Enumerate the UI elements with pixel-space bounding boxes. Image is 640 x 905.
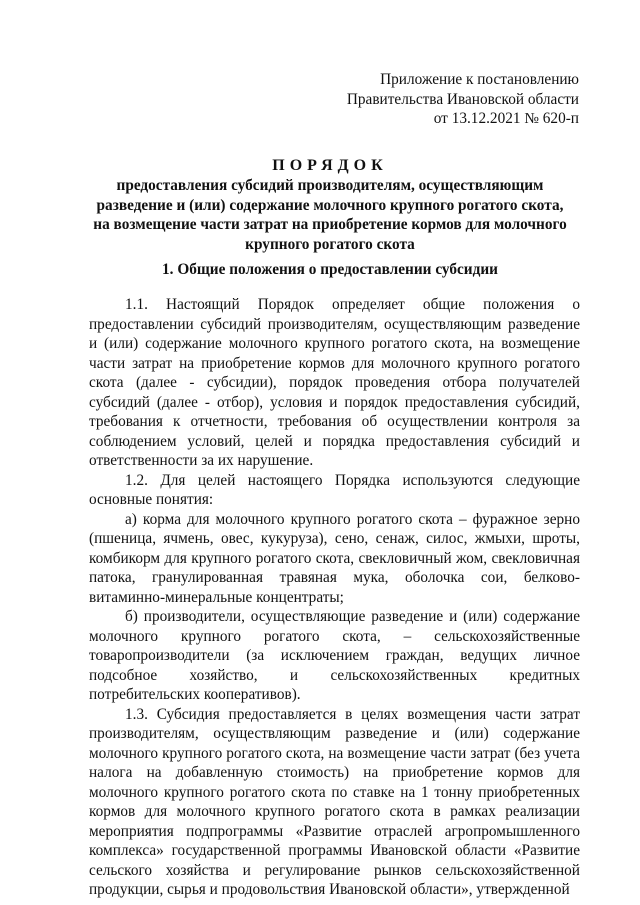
document-title: ПОРЯДОК <box>272 157 388 174</box>
appendix-line-3: от 13.12.2021 № 620-п <box>433 110 579 127</box>
appendix-line-2: Правительства Ивановской области <box>346 90 579 108</box>
document-subtitle-line-3: на возмещение части затрат на приобретение кормов для молочного <box>93 216 567 233</box>
paragraph-1-2: 1.2. Для целей настоящего Порядка используются следующие основные понятия: <box>89 471 580 508</box>
appendix-line-1: Приложение к постановлению <box>380 71 579 88</box>
title-block <box>80 156 580 254</box>
document-subtitle-line-4: крупного рогатого скота <box>245 235 415 253</box>
appendix-note <box>347 70 579 129</box>
section-heading: 1. Общие положения о предоставлении субсидии <box>162 261 498 278</box>
paragraph-item-b: б) производители, осуществляющие разведение и (или) содержание молочного крупного рогатого скота, – сельскохозяйственные товаропроизводители (за исключением граждан, ведущих личное подсобное хозяйство, и сельскохозяйственных кредитных потребительских кооперативов). <box>89 608 580 703</box>
paragraph-item-a: а) корма для молочного крупного рогатого скота – фуражное зерно (пшеница, ячмень, овес, кукуруза), сено, сенаж, силос, жмыхи, шроты, комбикорм для крупного рогатого скота, свекловичный жом, свекловичная патока, гранулированная травяная мука, оболочка сои, белково-витаминно-минеральные концентраты; <box>89 510 580 606</box>
document-body <box>89 295 580 900</box>
document-subtitle-line-2: разведение и (или) содержание молочного крупного рогатого скота, <box>96 196 564 214</box>
paragraph-1-1: 1.1. Настоящий Порядок определяет общие положения о предоставлении субсидий производителям, осуществляющим разведение и (или) содержание молочного крупного рогатого скота, на возмещение части затрат на приобретение кормов для молочного крупного рогатого скота (далее - субсидии), порядок проведения отбора получателей субсидий (далее - отбор), условия и порядок предоставления субсидий, требования к отчетности, требования об осуществлении контроля за соблюдением условий, целей и порядка предоставления субсидий и ответственности за их нарушение. <box>89 296 580 469</box>
document-subtitle-line-1: предоставления субсидий производителям, осуществляющим <box>116 177 544 194</box>
paragraph-1-3: 1.3. Субсидия предоставляется в целях возмещения части затрат производителям, осуществляющим разведение и (или) содержание молочного крупного рогатого скота, на возмещение части затрат (без учета налога на добавленную стоимость) на приобретение кормов для молочного крупного рогатого скота по ставке на 1 тонну приобретенных кормов для молочного крупного рогатого скота в рамках реализации мероприятия подпрограммы «Развитие отраслей агропромышленного комплекса» государственной программы Ивановской области «Развитие сельского хозяйства и регулирование рынков сельскохозяйственной продукции, сырья и продовольствия Ивановской области», утвержденной <box>89 705 580 898</box>
